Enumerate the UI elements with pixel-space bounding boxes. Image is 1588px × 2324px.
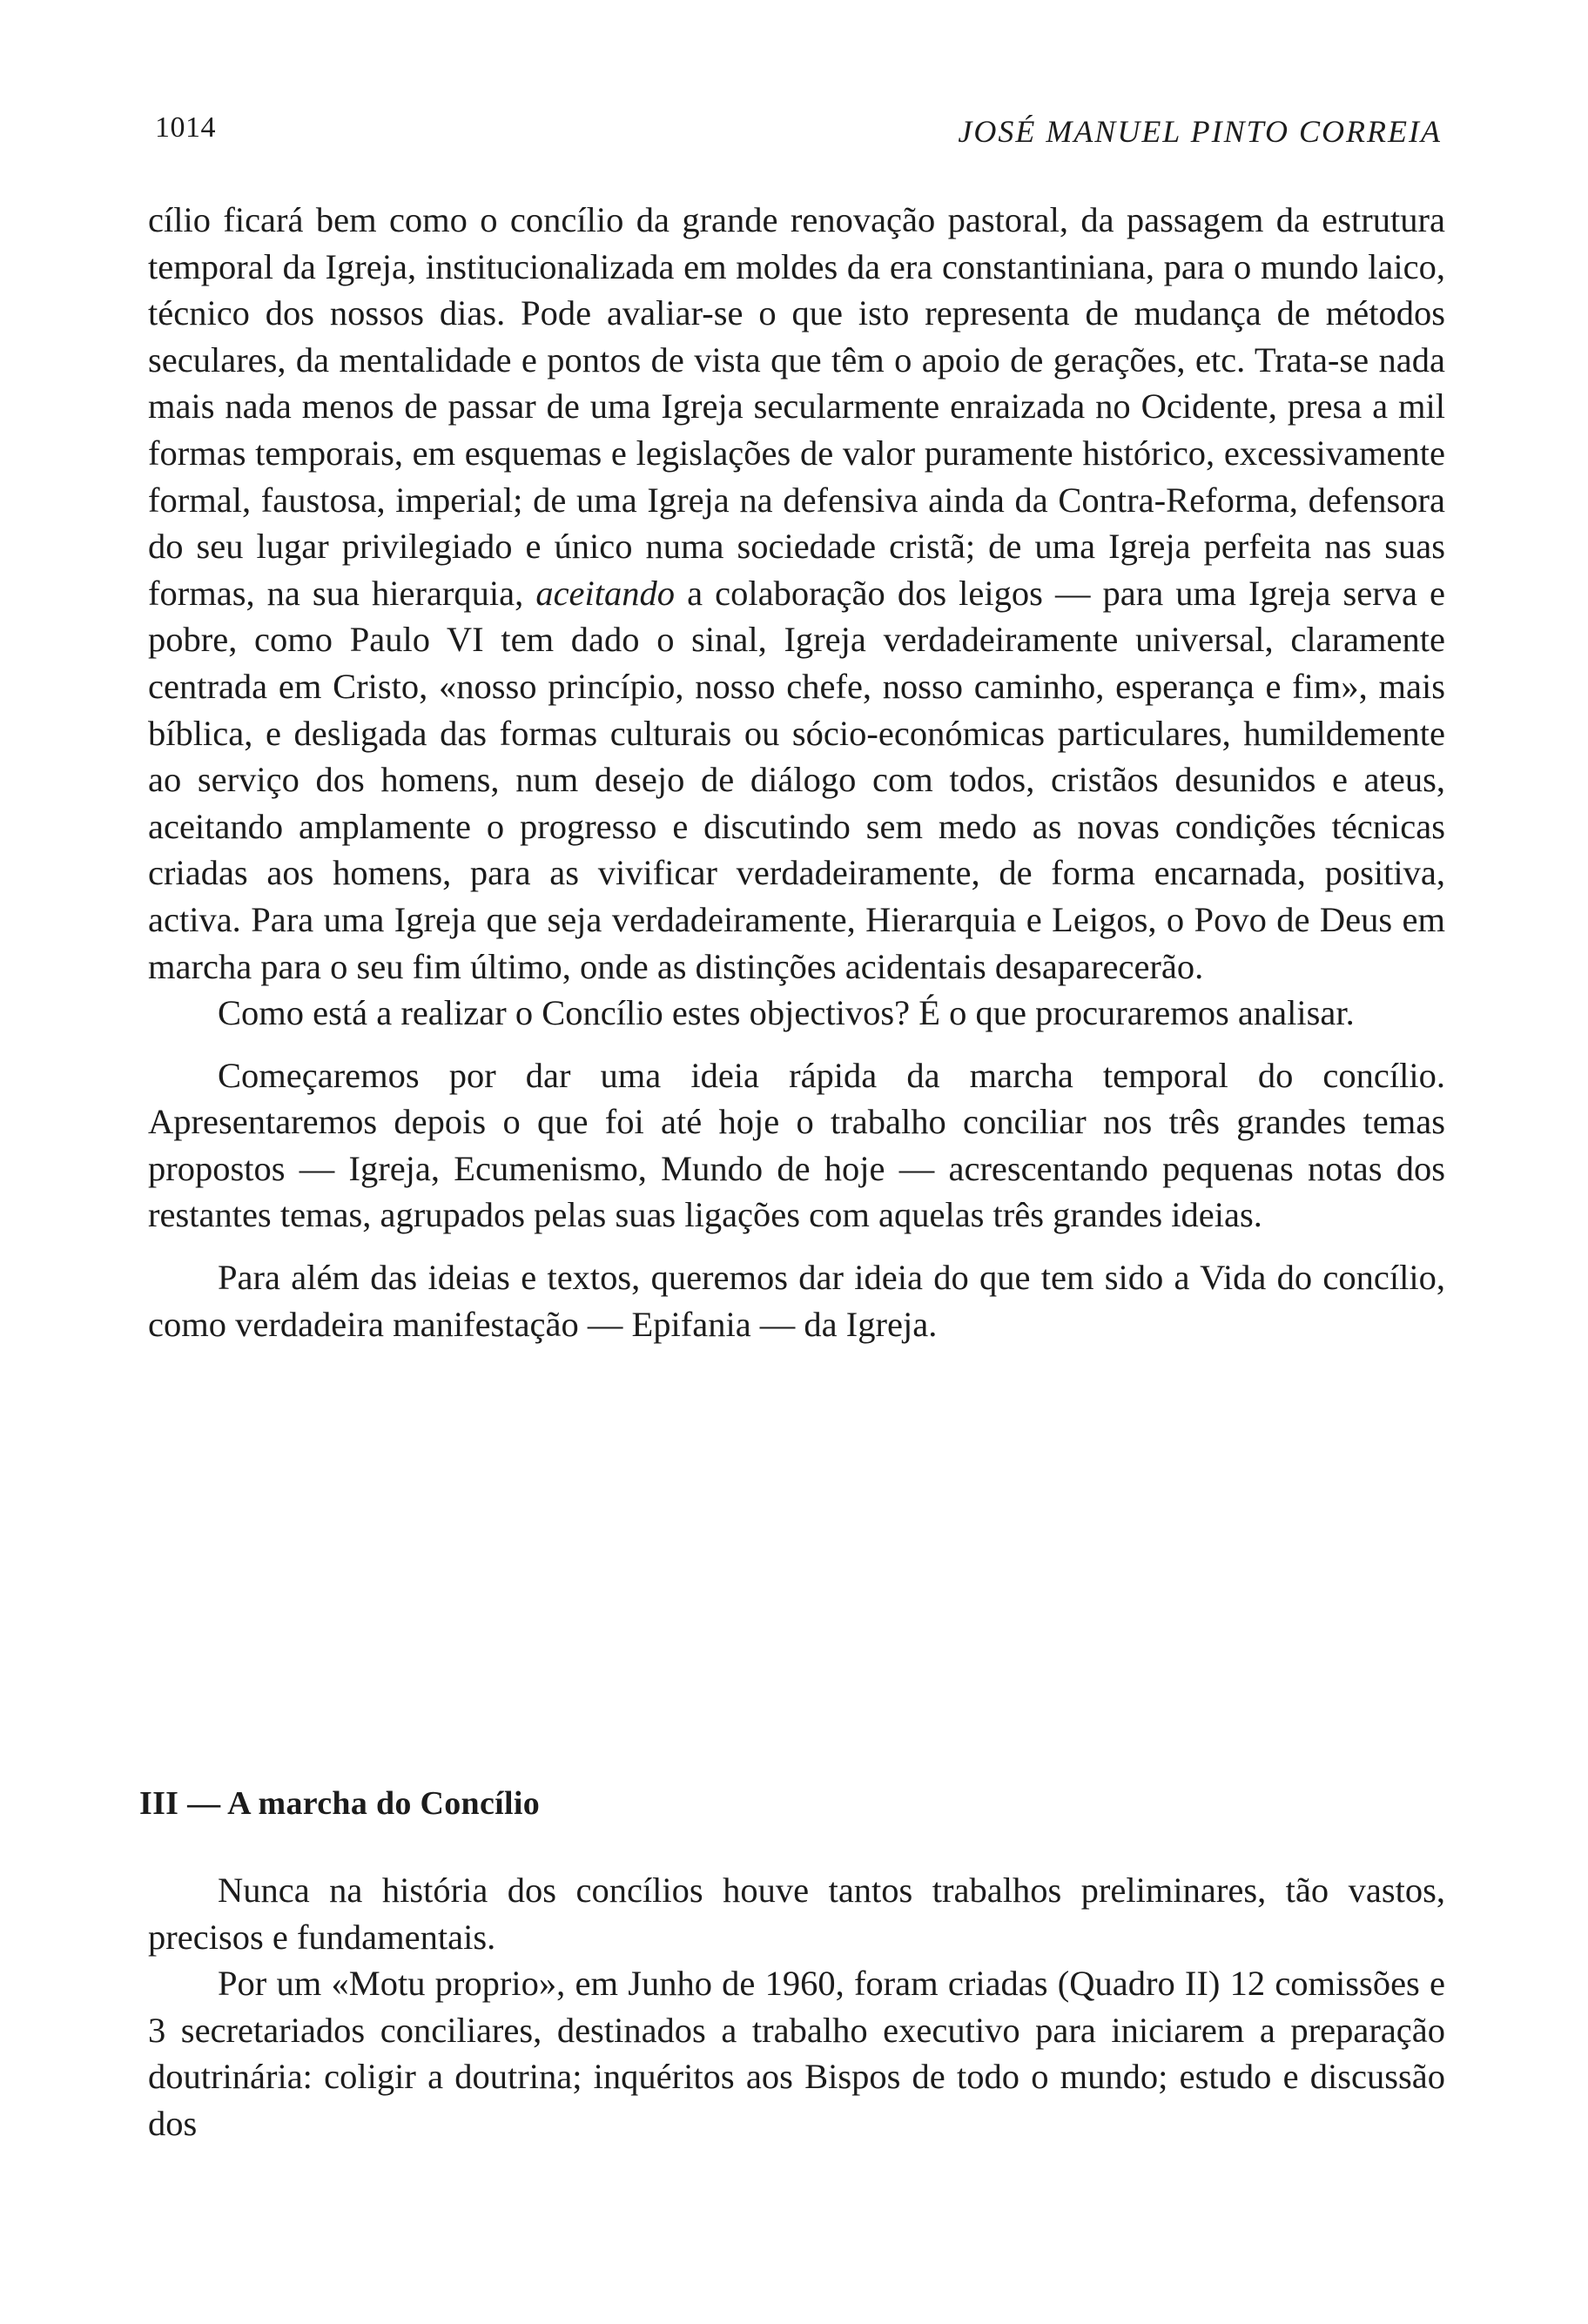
paragraph: Como está a realizar o Concílio estes objectivos? É o que procuraremos analisar.: [218, 993, 1355, 1033]
paragraph-text: cílio ficará bem como o concílio da grande renovação pastoral, da passagem da estrutura temporal da Igreja, institucionalizada em moldes da era constantiniana, para o mundo laico, técnico dos nossos dias. Pode avaliar-se o que isto representa de mudança de métodos seculares, da mentalidade e pontos de vista que têm o apoio de gerações, etc. Trata-se nada mais nada menos de passar de uma Igreja secularmente enraizada no Ocidente, presa a mil formas temporais, em esquemas e legislações de valor puramente histórico, excessivamente formal, faustosa, imperial; de uma Igreja na defensiva ainda da Contra-Reforma, defensora do seu lugar privilegiado e único numa sociedade cristã; de uma Igreja perfeita nas suas formas, na sua hierarquia,: [148, 200, 1445, 613]
running-header: [155, 111, 1442, 155]
paragraph: Por um «Motu proprio», em Junho de 1960, foram criadas (Quadro II) 12 comissões e 3 secretariados conciliares, destinados a trabalho executivo para iniciarem a preparação doutrinária: coligir a doutrina; inquéritos aos Bispos de todo o mundo; estudo e discussão dos: [148, 1964, 1445, 2143]
section-heading: III — A marcha do Concílio: [139, 1785, 540, 1822]
paragraph-text: a colaboração dos leigos — para uma Igreja serva e pobre, como Paulo VI tem dado o sinal, Igreja verdadeiramente universal, claramente centrada em Cristo, «nosso princípio, nosso chefe, nosso caminho, esperança e fim», mais bíblica, e desligada das formas culturais ou sócio-económicas particulares, humildemente ao serviço dos homens, num desejo de diálogo com todos, cristãos desunidos e ateus, aceitando amplamente o progresso e discutindo sem medo as novas condições técnicas criadas aos homens, para as vivificar verdadeiramente, de forma encarnada, positiva, activa. Para uma Igreja que seja verdadeiramente, Hierarquia e Leigos, o Povo de Deus em marcha para o seu fim último, onde as distinções acidentais desaparecerão.: [148, 573, 1445, 986]
paragraph-continuation: [148, 197, 1445, 990]
body-text-top: [148, 197, 1445, 1347]
paragraph: Começaremos por dar uma ideia rápida da marcha temporal do concílio. Apresentaremos depois o que foi até hoje o trabalho conciliar nos três grandes temas propostos — Igreja, Ecumenismo, Mundo de hoje — acrescentando pequenas notas dos restantes temas, agrupados pelas suas ligações com aquelas três grandes ideias.: [148, 1055, 1445, 1235]
body-text-bottom: [148, 1867, 1445, 2147]
italic-emphasis: aceitando: [535, 573, 676, 613]
running-title: JOSÉ MANUEL PINTO CORREIA: [958, 114, 1442, 149]
page-number: 1014: [155, 111, 216, 144]
paragraph: Para além das ideias e textos, queremos dar ideia do que tem sido a Vida do concílio, como verdadeira manifestação — Epifania — da Igreja.: [148, 1258, 1445, 1344]
paragraph: Nunca na história dos concílios houve tantos trabalhos preliminares, tão vastos, precisos e fundamentais.: [148, 1871, 1445, 1957]
